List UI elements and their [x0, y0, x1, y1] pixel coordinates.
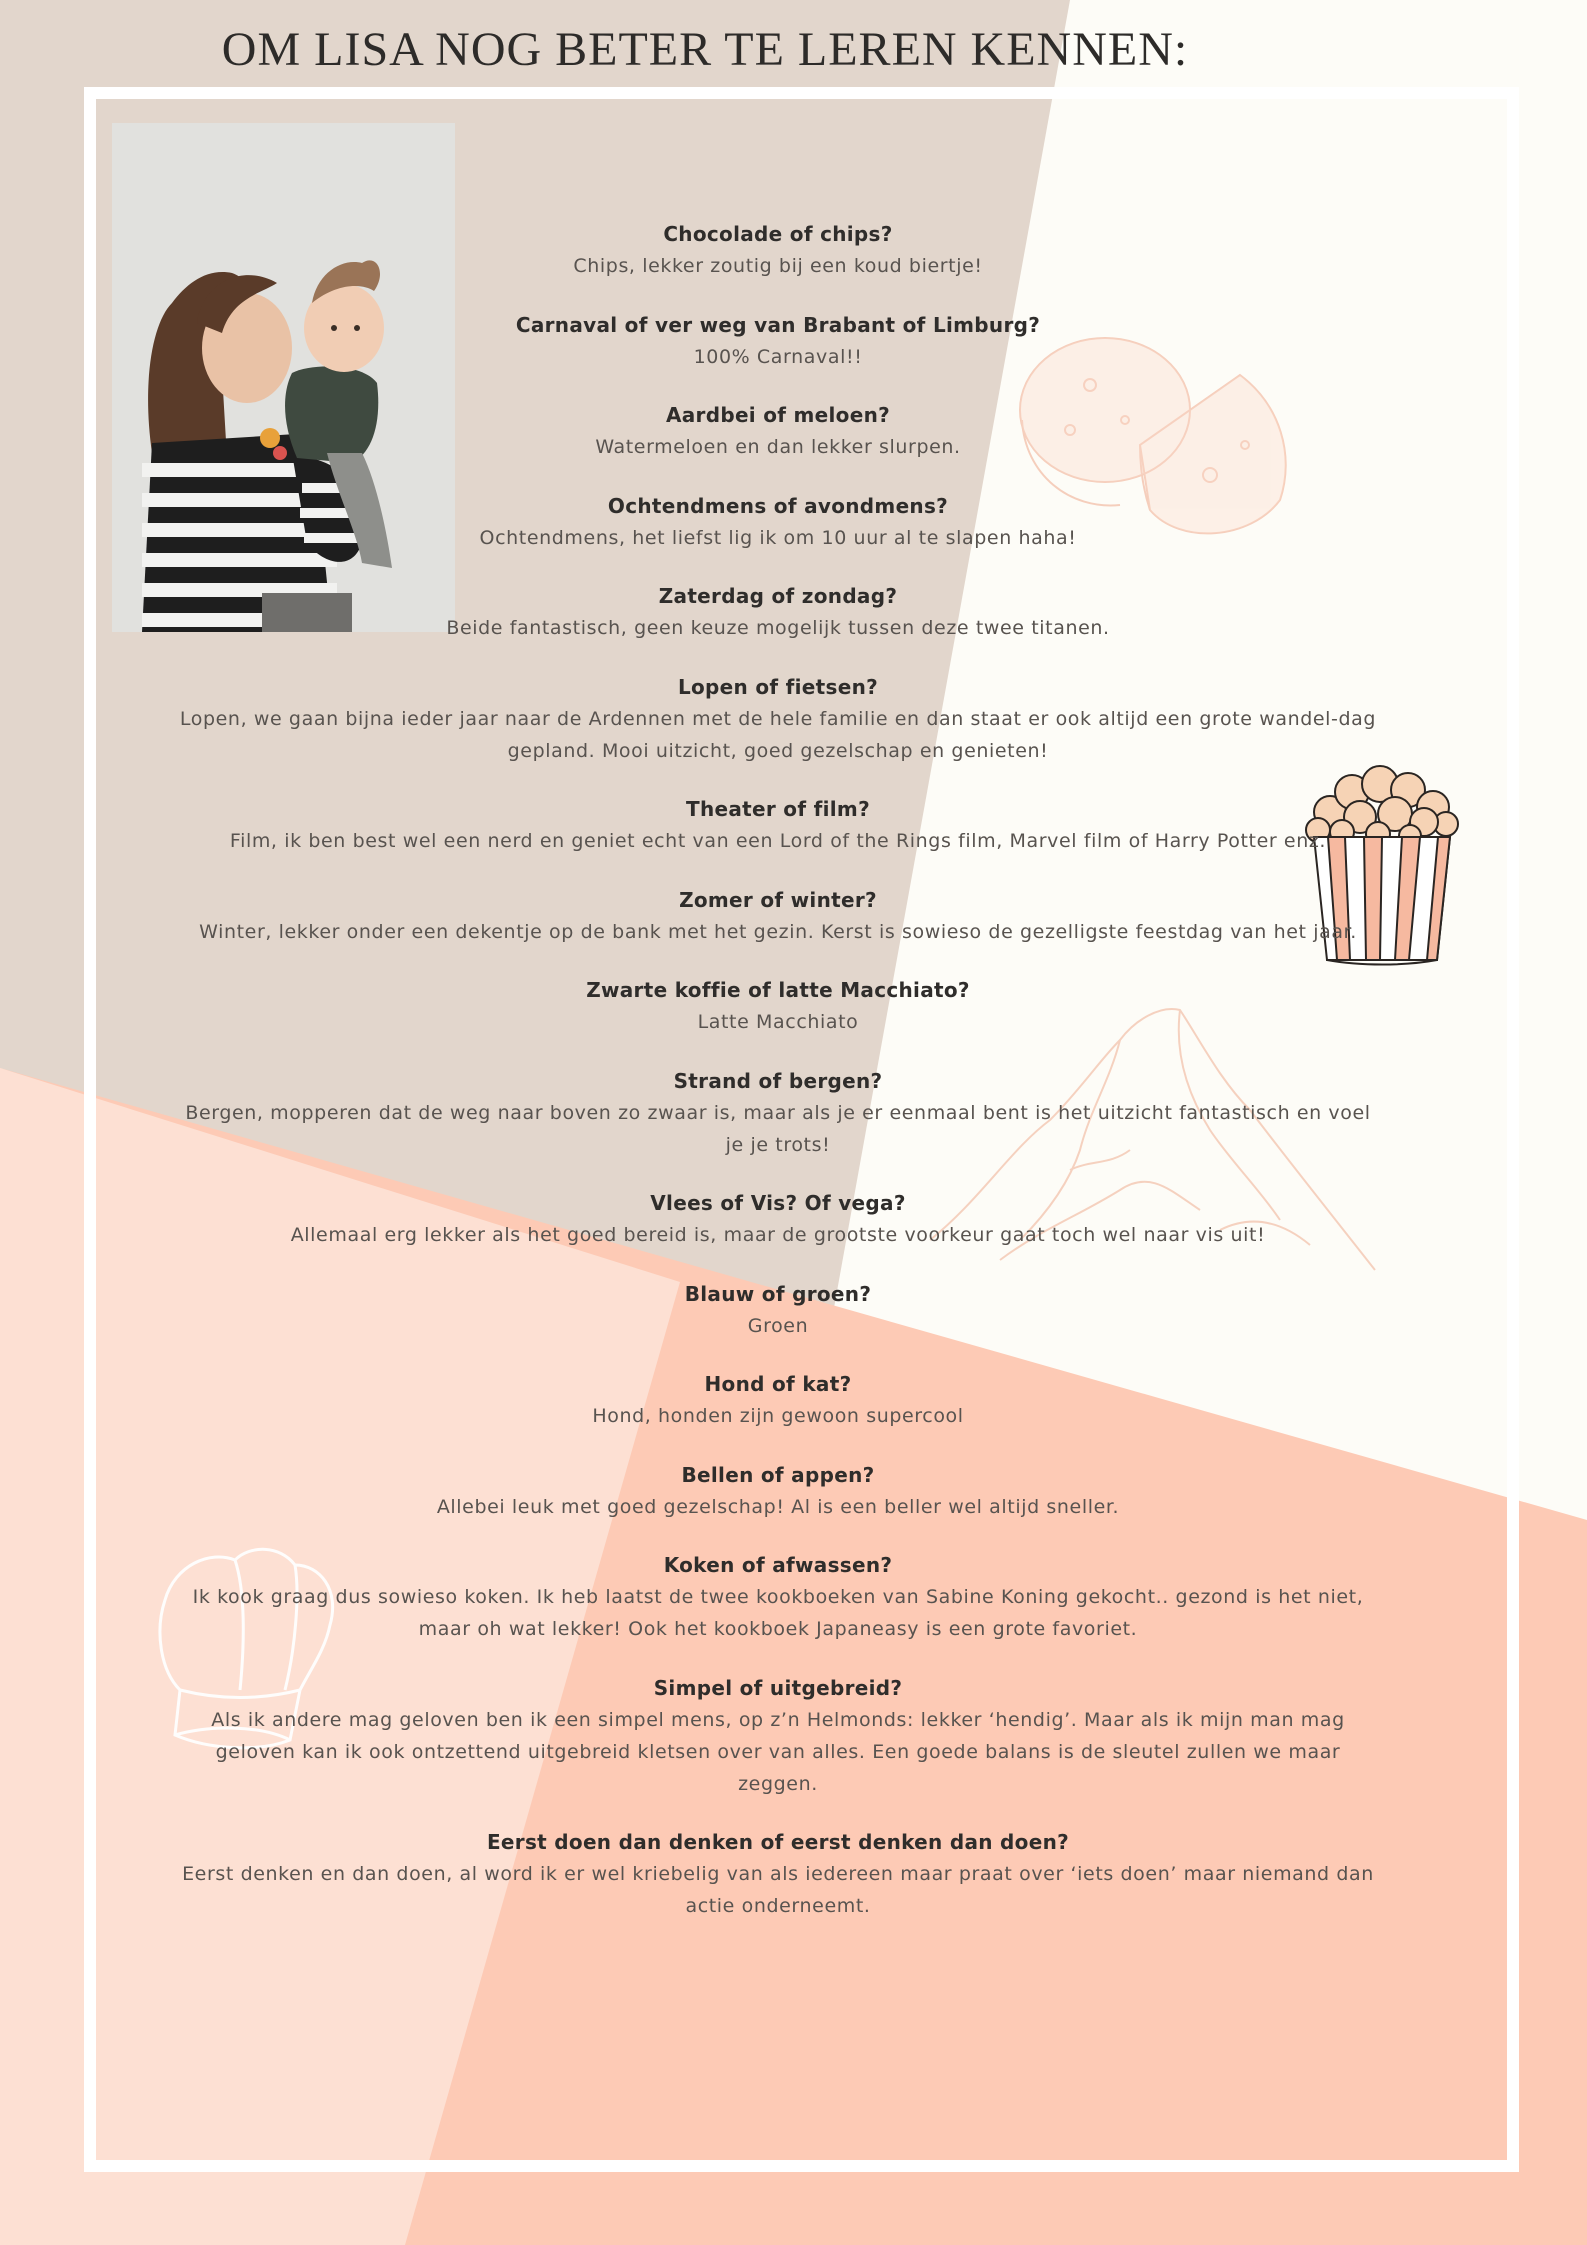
qa-item — [175, 1672, 1381, 1800]
answer: Als ik andere mag geloven ben ik een simpel mens, op z’n Helmonds: lekker ‘hendig’. Maar als ik mijn man mag geloven kan ik ook ontzettend uitgebreid kletsen over van alles. Een goede balans is de sleutel zullen we maar zeggen. — [211, 1708, 1345, 1795]
question: Aardbei of meloen? — [665, 403, 891, 427]
question: Chocolade of chips? — [663, 222, 893, 246]
qa-item — [175, 1278, 1381, 1342]
question: Theater of film? — [686, 797, 870, 821]
qa-item — [175, 1549, 1381, 1645]
question: Hond of kat? — [704, 1372, 852, 1396]
answer: Beide fantastisch, geen keuze mogelijk tussen deze twee titanen. — [446, 617, 1110, 639]
question: Vlees of Vis? Of vega? — [650, 1191, 906, 1215]
question: Zwarte koffie of latte Macchiato? — [586, 978, 970, 1002]
answer: Latte Macchiato — [697, 1011, 859, 1033]
question: Koken of afwassen? — [663, 1553, 893, 1577]
answer: Allebei leuk met goed gezelschap! Al is een beller wel altijd sneller. — [436, 1495, 1120, 1518]
qa-list — [175, 218, 1381, 1949]
answer: Eerst denken en dan doen, al word ik er wel kriebelig van als iedereen maar praat over ‘iets doen’ maar niemand dan actie onderneemt. — [182, 1863, 1374, 1917]
answer: Hond, honden zijn gewoon supercool — [592, 1405, 964, 1427]
question: Bellen of appen? — [681, 1462, 875, 1487]
question: Ochtendmens of avondmens? — [607, 493, 949, 518]
answer: Chips, lekker zoutig bij een koud biertje! — [573, 255, 983, 277]
qa-item — [175, 974, 1381, 1038]
qa-item — [175, 580, 1381, 644]
qa-item — [175, 1368, 1381, 1432]
question: Strand of bergen? — [673, 1068, 883, 1093]
question: Carnaval of ver weg van Brabant of Limburg? — [515, 312, 1041, 337]
qa-item — [175, 399, 1381, 463]
qa-item — [175, 1187, 1381, 1251]
page-title: OM LISA NOG BETER TE LEREN KENNEN: — [221, 23, 1189, 76]
answer: Ik kook graag dus sowieso koken. Ik heb laatst de twee kookboeken van Sabine Koning gekocht.. gezond is het niet, maar oh wat lekker! Ook het kookboek Japaneasy is een grote favoriet. — [192, 1586, 1364, 1640]
question: Blauw of groen? — [684, 1281, 872, 1306]
qa-item — [175, 1459, 1381, 1523]
qa-item — [175, 490, 1381, 554]
qa-item — [175, 1065, 1381, 1161]
question: Simpel of uitgebreid? — [653, 1675, 903, 1700]
answer: Film, ik ben best wel een nerd en geniet echt van een Lord of the Rings film, Marvel film of Harry Potter enz. — [229, 830, 1327, 852]
answer: Groen — [747, 1314, 809, 1337]
answer: Bergen, mopperen dat de weg naar boven zo zwaar is, maar als je er eenmaal bent is het uitzicht fantastisch en voel je je trots! — [185, 1101, 1371, 1156]
question: Lopen of fietsen? — [677, 674, 879, 699]
qa-item — [175, 309, 1381, 373]
qa-item — [175, 671, 1381, 767]
qa-item — [175, 884, 1381, 948]
answer: Winter, lekker onder een dekentje op de bank met het gezin. Kerst is sowieso de gezelligste feestdag van het jaar. — [199, 920, 1357, 943]
qa-item — [175, 218, 1381, 282]
answer: Lopen, we gaan bijna ieder jaar naar de Ardennen met de hele familie en dan staat er ook altijd een grote wandel-dag gepland. Mooi uitzicht, goed gezelschap en genieten! — [179, 707, 1377, 762]
answer: 100% Carnaval!! — [693, 345, 863, 368]
answer: Watermeloen en dan lekker slurpen. — [595, 436, 961, 458]
answer: Allemaal erg lekker als het goed bereid is, maar de grootste voorkeur gaat toch wel naar vis uit! — [290, 1224, 1266, 1246]
question: Zomer of winter? — [679, 887, 877, 912]
answer: Ochtendmens, het liefst lig ik om 10 uur al te slapen haha! — [479, 526, 1077, 549]
question: Zaterdag of zondag? — [658, 584, 898, 608]
qa-item — [175, 793, 1381, 857]
qa-item — [175, 1826, 1381, 1922]
question: Eerst doen dan denken of eerst denken dan doen? — [486, 1830, 1070, 1854]
